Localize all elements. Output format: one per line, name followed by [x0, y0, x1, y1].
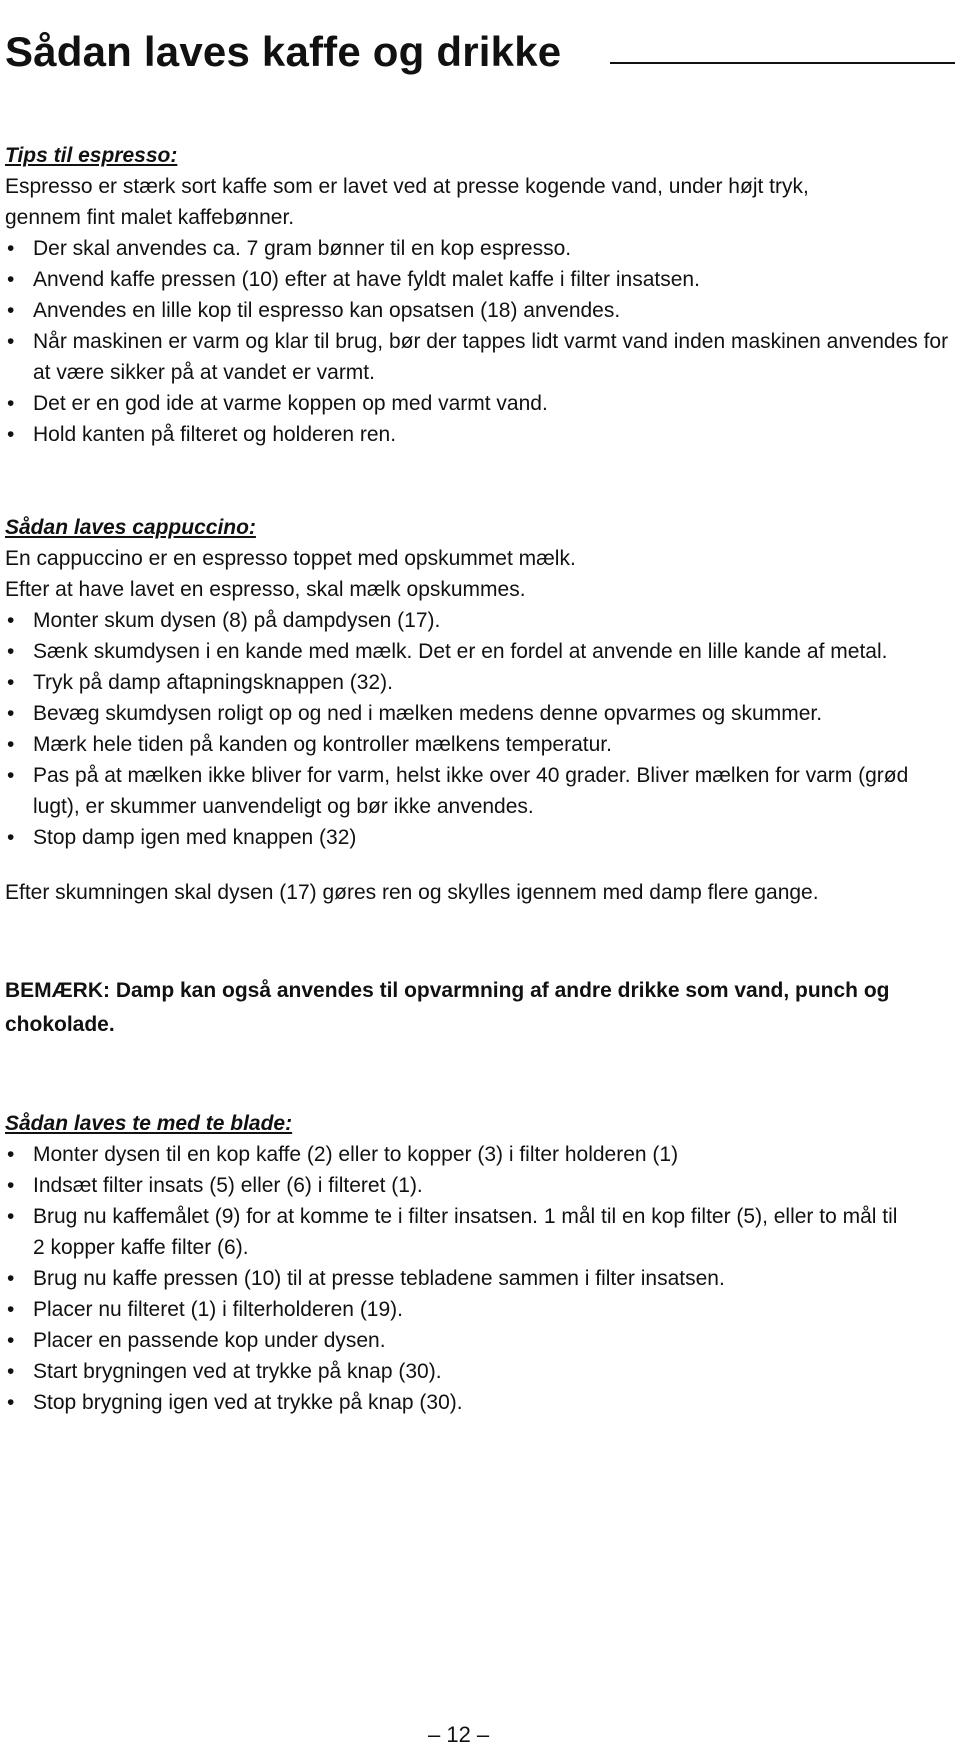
bullet-icon: • [7, 1143, 15, 1166]
bullet-icon: • [7, 423, 15, 446]
bullet-icon: • [7, 268, 15, 291]
bullet-icon: • [7, 330, 15, 353]
cappuccino-intro-line-2: Efter at have lavet en espresso, skal mælk opskummes. [5, 578, 526, 601]
espresso-heading: Tips til espresso: [5, 144, 178, 167]
bullet-icon: • [7, 392, 15, 415]
espresso-tips-list [5, 233, 955, 450]
list-item: • Pas på at mælken ikke bliver for varm, helst ikke over 40 grader. Bliver mælken for varm (grød lugt), er skummer uanvendeligt og bør ikke anvendes. [5, 760, 943, 822]
bullet-icon: • [7, 1329, 15, 1352]
espresso-section [5, 140, 955, 450]
list-item: • Indsæt filter insats (5) eller (6) i filteret (1). [5, 1170, 955, 1201]
list-item: • Anvendes en lille kop til espresso kan opsatsen (18) anvendes. [5, 295, 955, 326]
list-item: • Stop brygning igen ved at trykke på knap (30). [5, 1387, 955, 1418]
list-item: • Bevæg skumdysen roligt op og ned i mælken medens denne opvarmes og skummer. [5, 698, 955, 729]
cappuccino-steps-list [5, 605, 955, 853]
cappuccino-section [5, 512, 955, 908]
list-item: • Placer nu filteret (1) i filterholderen (19). [5, 1294, 955, 1325]
cappuccino-intro-line-1: En cappuccino er en espresso toppet med opskummet mælk. [5, 547, 576, 570]
bullet-icon: • [7, 1174, 15, 1197]
bullet-icon: • [7, 1267, 15, 1290]
remark-note: BEMÆRK: Damp kan også anvendes til opvarmning af andre drikke som vand, punch og chokolade. [5, 979, 890, 1036]
list-item: • Monter skum dysen (8) på dampdysen (17). [5, 605, 955, 636]
bullet-icon: • [7, 299, 15, 322]
tea-heading: Sådan laves te med te blade: [5, 1112, 293, 1135]
bullet-icon: • [7, 1205, 15, 1228]
cappuccino-heading: Sådan laves cappuccino: [5, 516, 256, 539]
list-item: • Stop damp igen med knappen (32) [5, 822, 955, 853]
list-item: • Anvend kaffe pressen (10) efter at have fyldt malet kaffe i filter insatsen. [5, 264, 955, 295]
list-item: • Brug nu kaffe pressen (10) til at presse tebladene sammen i filter insatsen. [5, 1263, 955, 1294]
page-content [5, 140, 955, 1418]
bullet-icon: • [7, 1298, 15, 1321]
list-item: • Tryk på damp aftapningsknappen (32). [5, 667, 955, 698]
bullet-icon: • [7, 702, 15, 725]
bullet-icon: • [7, 640, 15, 663]
list-item: • Brug nu kaffemålet (9) for at komme te i filter insatsen. 1 mål til en kop filter (5), eller to mål til 2 kopper kaffe filter (6). [5, 1201, 913, 1263]
list-item: • Sænk skumdysen i en kande med mælk. Det er en fordel at anvende en lille kande af metal. [5, 636, 943, 667]
list-item: • Når maskinen er varm og klar til brug, bør der tappes lidt varmt vand inden maskinen anvendes for at være sikker på at vandet er varmt. [5, 326, 955, 388]
list-item: • Start brygningen ved at trykke på knap (30). [5, 1356, 955, 1387]
title-rule [610, 62, 955, 64]
list-item: • Hold kanten på filteret og holderen ren. [5, 419, 955, 450]
bullet-icon: • [7, 671, 15, 694]
page-title: Sådan laves kaffe og drikke [5, 28, 562, 76]
tea-section [5, 1108, 955, 1418]
bullet-icon: • [7, 1391, 15, 1414]
bullet-icon: • [7, 237, 15, 260]
tea-steps-list [5, 1139, 955, 1418]
bullet-icon: • [7, 609, 15, 632]
bullet-icon: • [7, 1360, 15, 1383]
bullet-icon: • [7, 733, 15, 756]
bullet-icon: • [7, 764, 15, 787]
list-item: • Monter dysen til en kop kaffe (2) eller to kopper (3) i filter holderen (1) [5, 1139, 955, 1170]
list-item: • Der skal anvendes ca. 7 gram bønner til en kop espresso. [5, 233, 955, 264]
cappuccino-after-note: Efter skumningen skal dysen (17) gøres ren og skylles igennem med damp flere gange. [5, 881, 819, 904]
bullet-icon: • [7, 826, 15, 849]
list-item: • Mærk hele tiden på kanden og kontroller mælkens temperatur. [5, 729, 955, 760]
espresso-intro: Espresso er stærk sort kaffe som er lavet ved at presse kogende vand, under højt tryk, gennem fint malet kaffebønner. [5, 175, 809, 229]
list-item: • Placer en passende kop under dysen. [5, 1325, 955, 1356]
page-number: – 12 – [428, 1722, 490, 1747]
list-item: • Det er en god ide at varme koppen op med varmt vand. [5, 388, 955, 419]
